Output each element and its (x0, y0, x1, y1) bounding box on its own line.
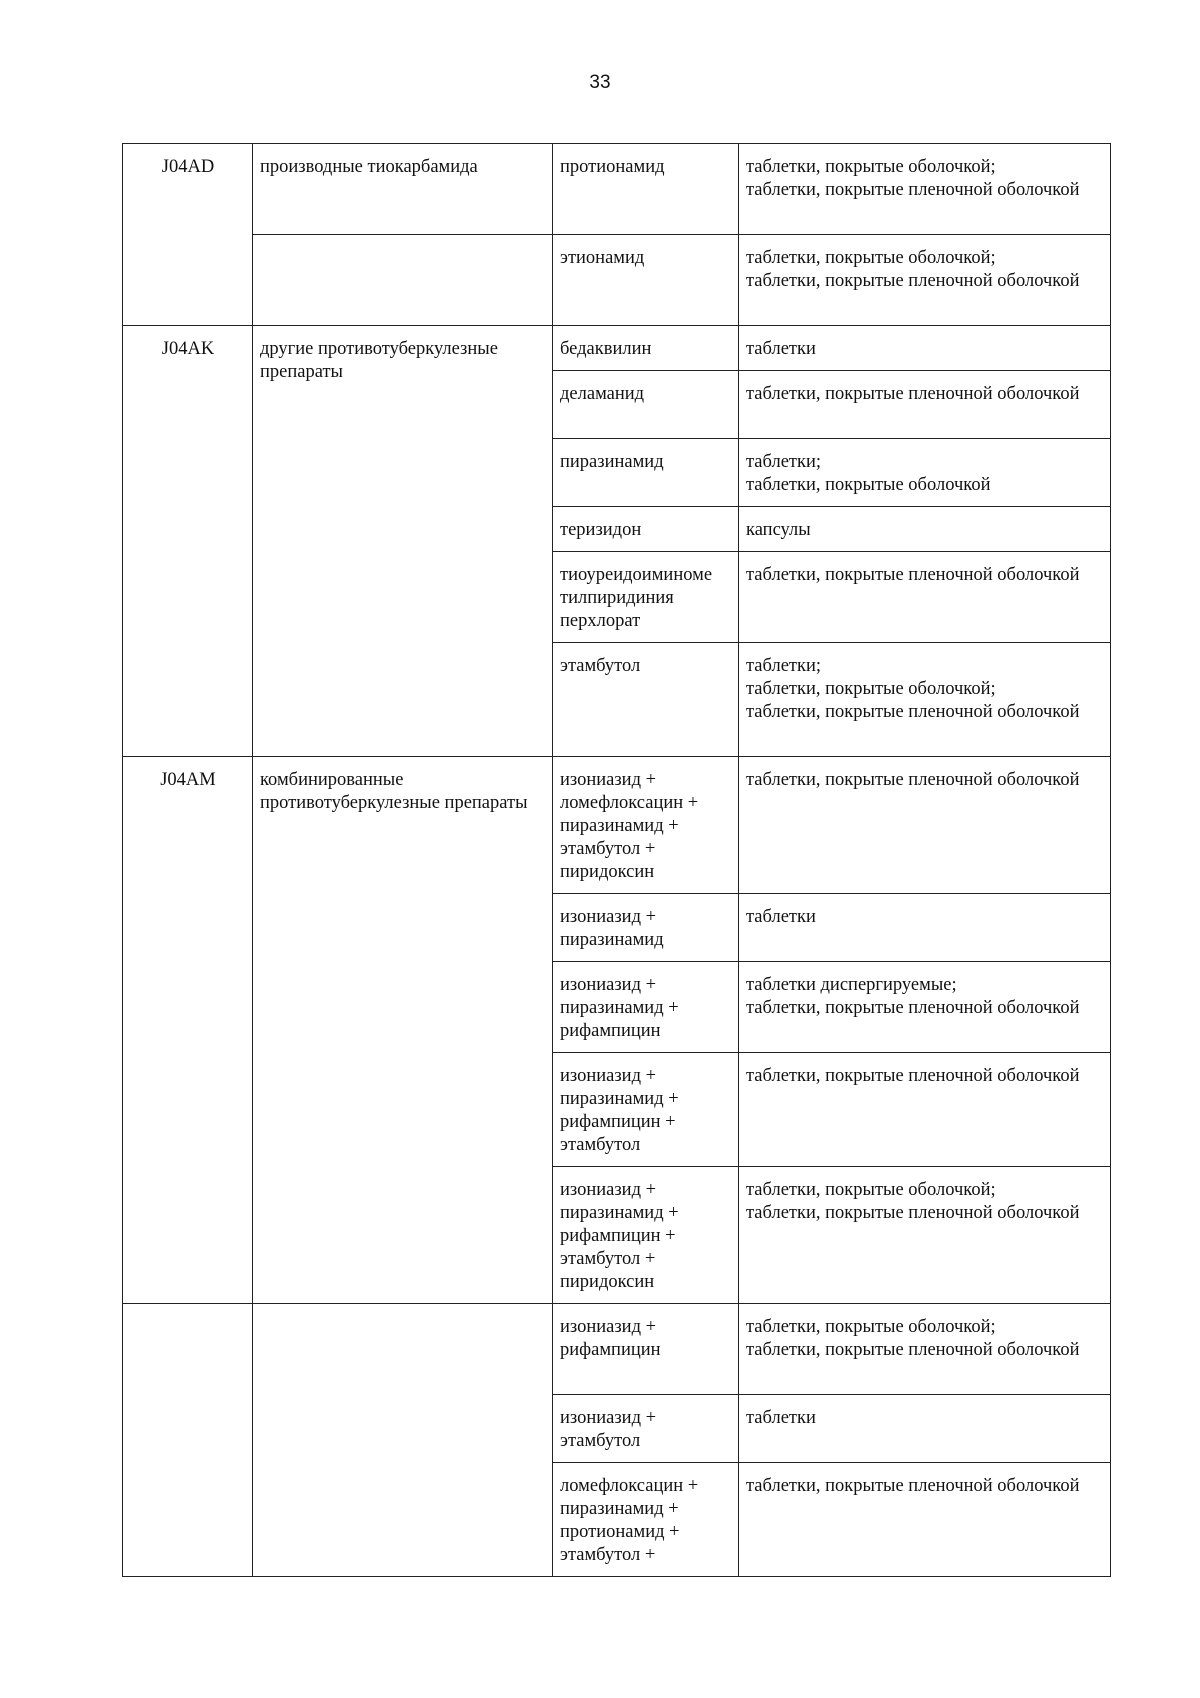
atc-code: J04AD (123, 144, 253, 326)
substance-name: изониазид + пиразинамид + рифампицин + этамбутол + пиридоксин (553, 1167, 739, 1304)
substance-name: теризидон (553, 507, 739, 552)
dosage-form: таблетки; таблетки, покрытые оболочкой (739, 439, 1111, 507)
table-row (123, 326, 1111, 371)
table-row (123, 144, 1111, 235)
atc-code-empty (123, 1304, 253, 1577)
dosage-form: таблетки, покрытые пленочной оболочкой (739, 552, 1111, 643)
table-row (123, 1304, 1111, 1395)
substance-name: бедаквилин (553, 326, 739, 371)
dosage-form: таблетки, покрытые оболочкой; таблетки, покрытые пленочной оболочкой (739, 1167, 1111, 1304)
substance-name: деламанид (553, 371, 739, 439)
dosage-form: таблетки; таблетки, покрытые оболочкой; таблетки, покрытые пленочной оболочкой (739, 643, 1111, 757)
substance-name: тиоуреидоиминоме тилпиридиния перхлорат (553, 552, 739, 643)
group-name: другие противотуберкулезные препараты (253, 326, 553, 757)
substance-name: ломефлоксацин + пиразинамид + протионамид + этамбутол + (553, 1463, 739, 1577)
group-name-empty (253, 235, 553, 326)
dosage-form: таблетки (739, 894, 1111, 962)
table-row (123, 757, 1111, 894)
group-name-empty (253, 1304, 553, 1577)
substance-name: изониазид + этамбутол (553, 1395, 739, 1463)
dosage-form: таблетки диспергируемые; таблетки, покрытые пленочной оболочкой (739, 962, 1111, 1053)
dosage-form: таблетки, покрытые оболочкой; таблетки, покрытые пленочной оболочкой (739, 1304, 1111, 1395)
dosage-form: капсулы (739, 507, 1111, 552)
page-number: 33 (589, 72, 611, 93)
dosage-form: таблетки, покрытые оболочкой; таблетки, покрытые пленочной оболочкой (739, 144, 1111, 235)
group-name: комбинированные противотуберкулезные препараты (253, 757, 553, 1304)
atc-code: J04AM (123, 757, 253, 1304)
atc-code: J04AK (123, 326, 253, 757)
dosage-form: таблетки (739, 326, 1111, 371)
substance-name: пиразинамид (553, 439, 739, 507)
dosage-form: таблетки, покрытые пленочной оболочкой (739, 1053, 1111, 1167)
substance-name: изониазид + пиразинамид + рифампицин + этамбутол (553, 1053, 739, 1167)
dosage-form: таблетки, покрытые пленочной оболочкой (739, 371, 1111, 439)
dosage-form: таблетки, покрытые пленочной оболочкой (739, 757, 1111, 894)
dosage-form: таблетки, покрытые оболочкой; таблетки, покрытые пленочной оболочкой (739, 235, 1111, 326)
dosage-form: таблетки (739, 1395, 1111, 1463)
substance-name: изониазид + пиразинамид + рифампицин (553, 962, 739, 1053)
substance-name: этионамид (553, 235, 739, 326)
substance-name: изониазид + пиразинамид (553, 894, 739, 962)
substance-name: протионамид (553, 144, 739, 235)
drug-table (122, 143, 1111, 1577)
group-name: производные тиокарбамида (253, 144, 553, 235)
table-row (123, 235, 1111, 326)
substance-name: изониазид + рифампицин (553, 1304, 739, 1395)
substance-name: изониазид + ломефлоксацин + пиразинамид + этамбутол + пиридоксин (553, 757, 739, 894)
dosage-form: таблетки, покрытые пленочной оболочкой (739, 1463, 1111, 1577)
substance-name: этамбутол (553, 643, 739, 757)
